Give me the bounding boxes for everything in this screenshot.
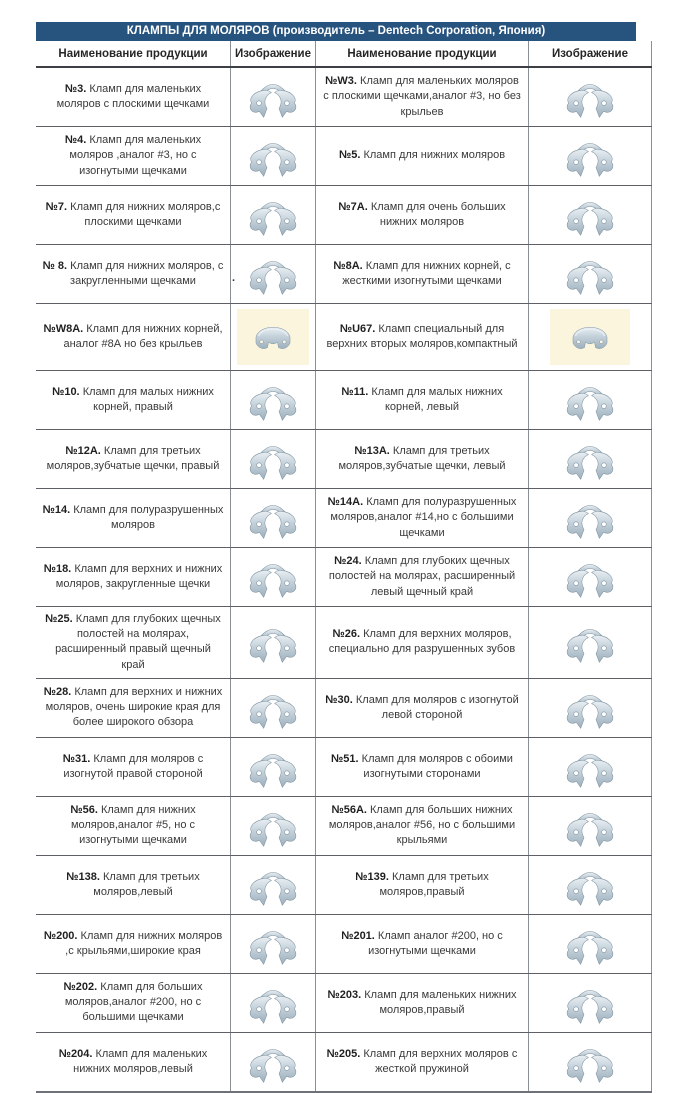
- product-name-cell-right: [315, 915, 528, 973]
- product-number: №4.: [64, 134, 87, 147]
- winged-clamp-icon: [553, 802, 627, 850]
- winged-clamp-icon: [237, 376, 309, 424]
- product-image-cell-left: [230, 915, 315, 973]
- product-description: Кламп для третьих моляров,зубчатые щечки, левый: [338, 444, 506, 472]
- winged-clamp-icon: [553, 73, 627, 121]
- winged-clamp-icon: [553, 250, 627, 298]
- table-body: [36, 68, 652, 1093]
- product-description: Кламп для очень больших нижних моляров: [370, 200, 506, 228]
- product-description: Кламп для глубоких щечных полостей на молярах, расширенный левый щечный край: [328, 555, 516, 598]
- product-description: Кламп для полуразрушенных моляров,аналог #14,но с большими щечками: [330, 496, 517, 539]
- table-row: [36, 607, 652, 679]
- product-image-cell-left: [230, 304, 315, 370]
- product-image-cell-right: [528, 430, 652, 488]
- product-image-cell-left: [230, 1033, 315, 1091]
- product-number: №56.: [70, 803, 98, 816]
- product-image-cell-right: [528, 1033, 652, 1091]
- product-image-cell-right: [528, 679, 652, 737]
- product-description: Кламп для малых нижних корней, левый: [371, 385, 503, 413]
- product-description: Кламп для нижних корней, с жесткими изогнутыми щечками: [342, 259, 511, 287]
- winged-clamp-icon: [553, 743, 627, 791]
- product-image-cell-left: [230, 738, 315, 796]
- product-name-cell-right: [315, 679, 528, 737]
- product-name-cell-right: [315, 607, 528, 678]
- product-image-cell-right: [528, 186, 652, 244]
- product-description: Кламп для нижних моляров: [363, 149, 506, 162]
- product-image-cell-right: [528, 915, 652, 973]
- table-row: [36, 974, 652, 1033]
- winged-clamp-icon: [237, 684, 309, 732]
- column-header-image-right: Изображение: [528, 41, 652, 66]
- product-description: Кламп для глубоких щечных полостей на молярах, расширенный правый щечный край: [55, 613, 221, 671]
- product-description: Кламп для верхних и нижних моляров, закругленные щечки: [55, 562, 223, 590]
- product-name-cell-left: [36, 304, 230, 370]
- product-number: №7А.: [338, 200, 368, 213]
- table-title: [36, 22, 636, 41]
- product-image-cell-right: [528, 489, 652, 547]
- product-name-cell-right: [315, 304, 528, 370]
- product-image-cell-right: [528, 974, 652, 1032]
- winged-clamp-icon: [553, 553, 627, 601]
- product-name-cell-left: [36, 245, 230, 303]
- winged-clamp-icon: [237, 435, 309, 483]
- product-name-cell-left: [36, 1033, 230, 1091]
- product-name-cell-right: [315, 797, 528, 855]
- product-catalog-table: [36, 22, 652, 1093]
- product-name-cell-right: [315, 430, 528, 488]
- product-image-cell-left: [230, 245, 315, 303]
- product-image-cell-right: [528, 127, 652, 185]
- product-description: Кламп для маленьких нижних моляров,правый: [364, 988, 517, 1016]
- product-image-cell-left: [230, 371, 315, 429]
- product-number: №203.: [327, 988, 362, 1001]
- table-row: [36, 679, 652, 738]
- winged-clamp-icon: [237, 861, 309, 909]
- product-number: №W8А.: [43, 322, 84, 335]
- product-name-cell-left: [36, 974, 230, 1032]
- product-image-cell-right: [528, 738, 652, 796]
- table-row: [36, 371, 652, 430]
- winged-clamp-icon: [237, 1038, 309, 1086]
- product-name-cell-left: [36, 738, 230, 796]
- winged-clamp-icon: [237, 743, 309, 791]
- product-number: №205.: [326, 1047, 361, 1060]
- column-header-row: [36, 41, 652, 68]
- product-number: №8А.: [333, 259, 363, 272]
- winged-clamp-icon: [237, 802, 309, 850]
- product-number: №31.: [62, 752, 91, 765]
- column-header-name-left: Наименование продукции: [58, 48, 208, 60]
- product-description: Кламп для малых нижних корней, правый: [82, 385, 214, 413]
- product-image-cell-right: [528, 797, 652, 855]
- product-description: Кламп аналог #200, но с изогнутыми щечками: [368, 929, 503, 957]
- winged-clamp-icon: [237, 979, 309, 1027]
- table-row: [36, 1033, 652, 1093]
- product-image-cell-left: [230, 679, 315, 737]
- product-number: №7.: [45, 200, 68, 213]
- product-description: Кламп для нижних моляров,аналог #5, но с изогнутыми щечками: [70, 803, 196, 847]
- product-image-cell-right: [528, 371, 652, 429]
- product-number: № 8.: [42, 259, 68, 272]
- product-name-cell-right: [315, 974, 528, 1032]
- product-number: №138.: [66, 870, 100, 883]
- product-image-cell-right: [528, 856, 652, 914]
- product-name-cell-left: [36, 548, 230, 606]
- product-description: Кламп для больших нижних моляров,аналог #56, но с большими крыльями: [328, 803, 516, 847]
- product-image-cell-left: [230, 974, 315, 1032]
- product-name-cell-right: [315, 738, 528, 796]
- column-header-name-right: Наименование продукции: [315, 41, 528, 66]
- winged-clamp-icon: [553, 132, 627, 180]
- winged-clamp-icon: [553, 1038, 627, 1086]
- product-description: Кламп для третьих моляров,левый: [93, 870, 200, 898]
- product-name-cell-left: [36, 915, 230, 973]
- product-image-cell-left: [230, 489, 315, 547]
- product-description: Кламп для нижних корней, аналог #8А но без крыльев: [63, 322, 223, 350]
- product-number: №30.: [325, 693, 353, 706]
- product-image-cell-left: [230, 856, 315, 914]
- product-name-cell-left: [36, 489, 230, 547]
- winged-clamp-icon: [237, 250, 309, 298]
- table-row: [36, 489, 652, 548]
- table-row: [36, 856, 652, 915]
- table-row: [36, 304, 652, 371]
- winged-clamp-icon: [237, 920, 309, 968]
- winged-clamp-icon: [237, 73, 309, 121]
- product-name-cell-left: [36, 127, 230, 185]
- product-number: №W3.: [325, 75, 357, 88]
- product-description: Кламп для полуразрушенных моляров: [73, 503, 224, 531]
- winged-clamp-icon: [553, 435, 627, 483]
- product-image-cell-left: [230, 68, 315, 126]
- product-number: №51.: [331, 752, 359, 765]
- product-description: Кламп для моляров с обоими изогнутыми сторонами: [361, 752, 513, 780]
- product-number: №202.: [63, 980, 98, 993]
- table-title-manufacturer: (производитель – Dentech Corporation, Япония): [269, 25, 546, 37]
- product-name-cell-right: [315, 371, 528, 429]
- product-number: №25.: [45, 613, 73, 625]
- product-description: Кламп для нижних моляров, с закругленными щечками: [70, 259, 224, 287]
- winged-clamp-icon: [553, 920, 627, 968]
- product-description: Кламп для моляров с изогнутой правой стороной: [63, 752, 204, 780]
- product-description: Кламп для верхних моляров с жесткой пружиной: [363, 1047, 518, 1075]
- product-description: Кламп для маленьких моляров с плоскими щечками: [56, 82, 210, 110]
- winged-clamp-icon: [237, 618, 309, 666]
- product-description: Кламп для моляров с изогнутой левой стороной: [355, 693, 519, 721]
- product-image-cell-right: [528, 68, 652, 126]
- product-name-cell-right: [315, 127, 528, 185]
- product-number: №5.: [338, 149, 361, 162]
- product-name-cell-left: [36, 856, 230, 914]
- product-description: Кламп для верхних моляров, специально для разрушенных зубов: [328, 628, 516, 656]
- winged-clamp-icon: [553, 618, 627, 666]
- product-number: №10.: [52, 385, 80, 398]
- column-header-image-left: Изображение: [230, 41, 315, 66]
- table-row: [36, 245, 652, 304]
- winged-clamp-icon: [553, 684, 627, 732]
- table-row: [36, 127, 652, 186]
- table-row: [36, 186, 652, 245]
- table-title-main: КЛАМПЫ ДЛЯ МОЛЯРОВ: [126, 25, 270, 37]
- table-row: [36, 68, 652, 127]
- product-number: №204.: [58, 1047, 93, 1060]
- product-image-cell-left: [230, 548, 315, 606]
- winged-clamp-icon: [553, 494, 627, 542]
- product-name-cell-right: [315, 856, 528, 914]
- product-name-cell-left: [36, 430, 230, 488]
- product-number: №13А.: [354, 444, 390, 457]
- winged-clamp-icon: [237, 191, 309, 239]
- product-number: №U67.: [339, 322, 376, 335]
- winged-clamp-icon: [553, 191, 627, 239]
- winged-clamp-icon: [237, 132, 309, 180]
- product-image-cell-right: [528, 548, 652, 606]
- product-name-cell-right: [315, 1033, 528, 1091]
- product-number: №14А.: [327, 496, 364, 509]
- product-description: Кламп для третьих моляров,зубчатые щечки, правый: [46, 444, 220, 472]
- product-name-cell-left: [36, 679, 230, 737]
- product-name-cell-left: [36, 186, 230, 244]
- table-row: [36, 430, 652, 489]
- product-number: №26.: [332, 628, 361, 641]
- winged-clamp-icon: [237, 553, 309, 601]
- product-image-cell-right: [528, 607, 652, 678]
- winged-clamp-icon: [553, 979, 627, 1027]
- product-name-cell-right: [315, 186, 528, 244]
- product-description: Кламп для маленьких моляров с плоскими щечками,аналог #3, но без крыльев: [323, 75, 521, 118]
- stray-period: .: [232, 271, 236, 284]
- product-number: №24.: [334, 555, 362, 568]
- product-number: №56А.: [331, 803, 367, 816]
- winged-clamp-icon: [553, 861, 627, 909]
- product-description: Кламп для маленьких нижних моляров,левый: [73, 1047, 208, 1075]
- product-number: №14.: [42, 503, 71, 516]
- product-image-cell-right: [528, 245, 652, 303]
- product-description: Кламп специальный для верхних вторых моляров,компактный: [326, 322, 518, 350]
- product-number: №200.: [43, 929, 78, 942]
- product-image-cell-left: [230, 127, 315, 185]
- product-name-cell-left: [36, 68, 230, 126]
- product-description: Кламп для нижних моляров,с плоскими щечками: [70, 200, 221, 228]
- product-name-cell-left: [36, 797, 230, 855]
- product-description: Кламп для третьих моляров,правый: [379, 870, 489, 898]
- product-name-cell-left: [36, 371, 230, 429]
- winged-clamp-icon: [237, 494, 309, 542]
- product-number: №18.: [43, 562, 72, 575]
- product-image-cell-left: [230, 430, 315, 488]
- band-clamp-icon: [550, 309, 630, 365]
- table-row: [36, 738, 652, 797]
- product-name-cell-right: [315, 245, 528, 303]
- product-description: Кламп для маленьких моляров ,аналог #3, но с изогнутыми щечками: [69, 134, 202, 177]
- product-name-cell-left: [36, 607, 230, 678]
- product-image-cell-left: [230, 607, 315, 678]
- product-description: Кламп для нижних моляров ,с крыльями,широкие края: [65, 929, 223, 957]
- product-number: №28.: [43, 685, 72, 698]
- product-image-cell-right: [528, 304, 652, 370]
- product-image-cell-left: [230, 797, 315, 855]
- product-number: №201.: [341, 929, 375, 942]
- product-number: №11.: [341, 385, 369, 398]
- product-description: Кламп для больших моляров,аналог #200, но с большими щечками: [64, 980, 203, 1024]
- product-name-cell-right: [315, 68, 528, 126]
- table-row: [36, 548, 652, 607]
- product-number: №139.: [355, 870, 389, 883]
- product-image-cell-left: [230, 186, 315, 244]
- product-number: №12А.: [65, 444, 101, 457]
- product-description: Кламп для верхних и нижних моляров, очень широкие края для более широкого обзора: [45, 685, 223, 729]
- band-clamp-icon: [237, 309, 309, 365]
- product-name-cell-right: [315, 548, 528, 606]
- winged-clamp-icon: [553, 376, 627, 424]
- product-name-cell-right: [315, 489, 528, 547]
- table-row: [36, 797, 652, 856]
- product-number: №3.: [64, 82, 87, 95]
- table-row: [36, 915, 652, 974]
